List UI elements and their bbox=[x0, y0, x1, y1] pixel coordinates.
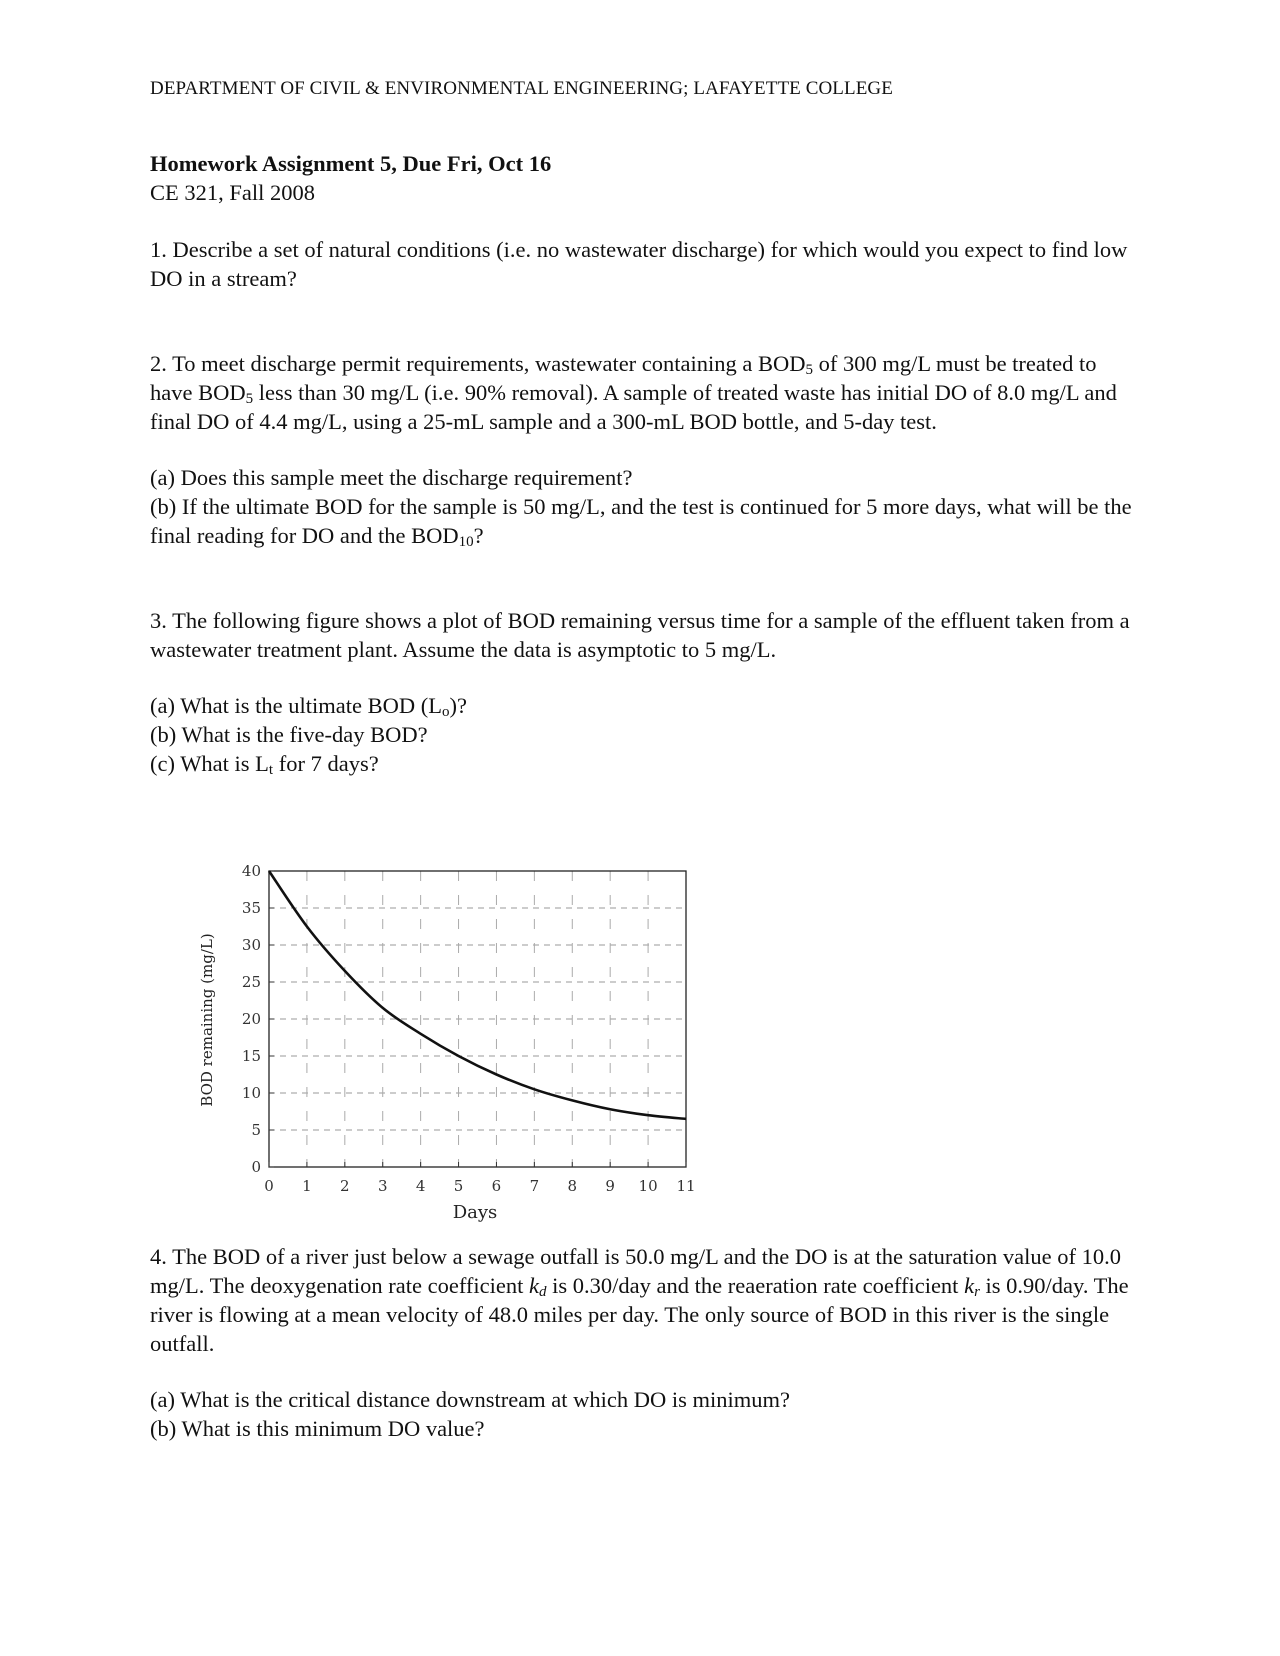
y-tick-label: 30 bbox=[241, 936, 261, 954]
bod-chart bbox=[190, 855, 710, 1235]
question-1: 1. Describe a set of natural conditions (i.e. no wastewater discharge) for which would you expect to find low DO in a stream? bbox=[150, 237, 1128, 291]
y-tick-label: 40 bbox=[241, 862, 261, 880]
x-tick-label: 0 bbox=[264, 1177, 274, 1195]
question-3-parts bbox=[150, 691, 1140, 778]
bod-chart-svg bbox=[190, 855, 710, 1235]
question-4b: (b) What is this minimum DO value? bbox=[150, 1416, 485, 1441]
question-2-parts bbox=[150, 463, 1140, 550]
x-tick-label: 10 bbox=[638, 1177, 658, 1195]
x-tick-label: 3 bbox=[377, 1177, 388, 1195]
question-2b: (b) If the ultimate BOD for the sample is 50 mg/L, and the test is continued for 5 more days, what will be the final reading for DO and the $BOD_{10}$? bbox=[150, 494, 1132, 550]
y-axis-label: BOD remaining (mg/L) bbox=[198, 933, 216, 1107]
y-tick-label: 10 bbox=[241, 1084, 261, 1102]
question-3b: (b) What is the five-day BOD? bbox=[150, 722, 428, 747]
x-tick-label: 5 bbox=[453, 1177, 464, 1195]
y-tick-label: 0 bbox=[251, 1158, 261, 1176]
y-tick-label: 5 bbox=[251, 1121, 261, 1139]
x-tick-label: 9 bbox=[605, 1177, 615, 1195]
x-tick-label: 1 bbox=[302, 1177, 312, 1195]
y-tick-label: 25 bbox=[241, 973, 261, 991]
x-tick-label: 6 bbox=[491, 1177, 502, 1195]
question-4-block bbox=[150, 1242, 1140, 1443]
chart-grid bbox=[269, 871, 686, 1167]
x-tick-label: 7 bbox=[529, 1177, 540, 1195]
question-4: 4. The BOD of a river just below a sewage outfall is 50.0 mg/L and the DO is at the saturation value of 10.0 mg/L. The deoxygenation rate coefficient $k_d$ is 0.30/day and the reaeration rate coefficient $k_r$ is 0.90/day. The river is flowing at a mean velocity of 48.0 miles per day. The only source of BOD in this river is the single outfall. bbox=[150, 1244, 1129, 1356]
x-tick-label: 8 bbox=[567, 1177, 578, 1195]
question-3: 3. The following figure shows a plot of BOD remaining versus time for a sample of the effluent taken from a wastewater treatment plant. Assume the data is asymptotic to 5 mg/L. bbox=[150, 608, 1130, 662]
x-tick-label: 4 bbox=[415, 1177, 426, 1195]
question-4a: (a) What is the critical distance downstream at which DO is minimum? bbox=[150, 1387, 791, 1412]
question-2a: (a) Does this sample meet the discharge requirement? bbox=[150, 465, 633, 490]
y-tick-label: 20 bbox=[241, 1010, 261, 1028]
y-tick-label: 15 bbox=[241, 1047, 261, 1065]
y-tick-label: 35 bbox=[241, 899, 261, 917]
department-header: DEPARTMENT OF CIVIL & ENVIRONMENTAL ENGINEERING; LAFAYETTE COLLEGE bbox=[150, 78, 893, 99]
x-tick-label: 11 bbox=[676, 1177, 696, 1195]
x-axis-label: Days bbox=[452, 1202, 498, 1223]
question-3c: (c) What is $L_t$ for 7 days? bbox=[150, 751, 379, 778]
document-page bbox=[150, 74, 1140, 778]
x-tick-label: 2 bbox=[340, 1177, 350, 1195]
assignment-title: Homework Assignment 5, Due Fri, Oct 16 bbox=[150, 151, 552, 176]
question-2: 2. To meet discharge permit requirements, wastewater containing a $BOD_5$ of 300 mg/L must be treated to have $BOD_5$ less than 30 mg/L (i.e. 90% removal). A sample of treated waste has initial DO of 8.0 mg/L and final DO of 4.4 mg/L, using a 25-mL sample and a 300-mL BOD bottle, and 5-day test. bbox=[150, 351, 1117, 434]
question-4-parts bbox=[150, 1385, 1140, 1443]
course-line: CE 321, Fall 2008 bbox=[150, 180, 316, 205]
question-3a: (a) What is the ultimate BOD $(L_o)$? bbox=[150, 693, 467, 720]
